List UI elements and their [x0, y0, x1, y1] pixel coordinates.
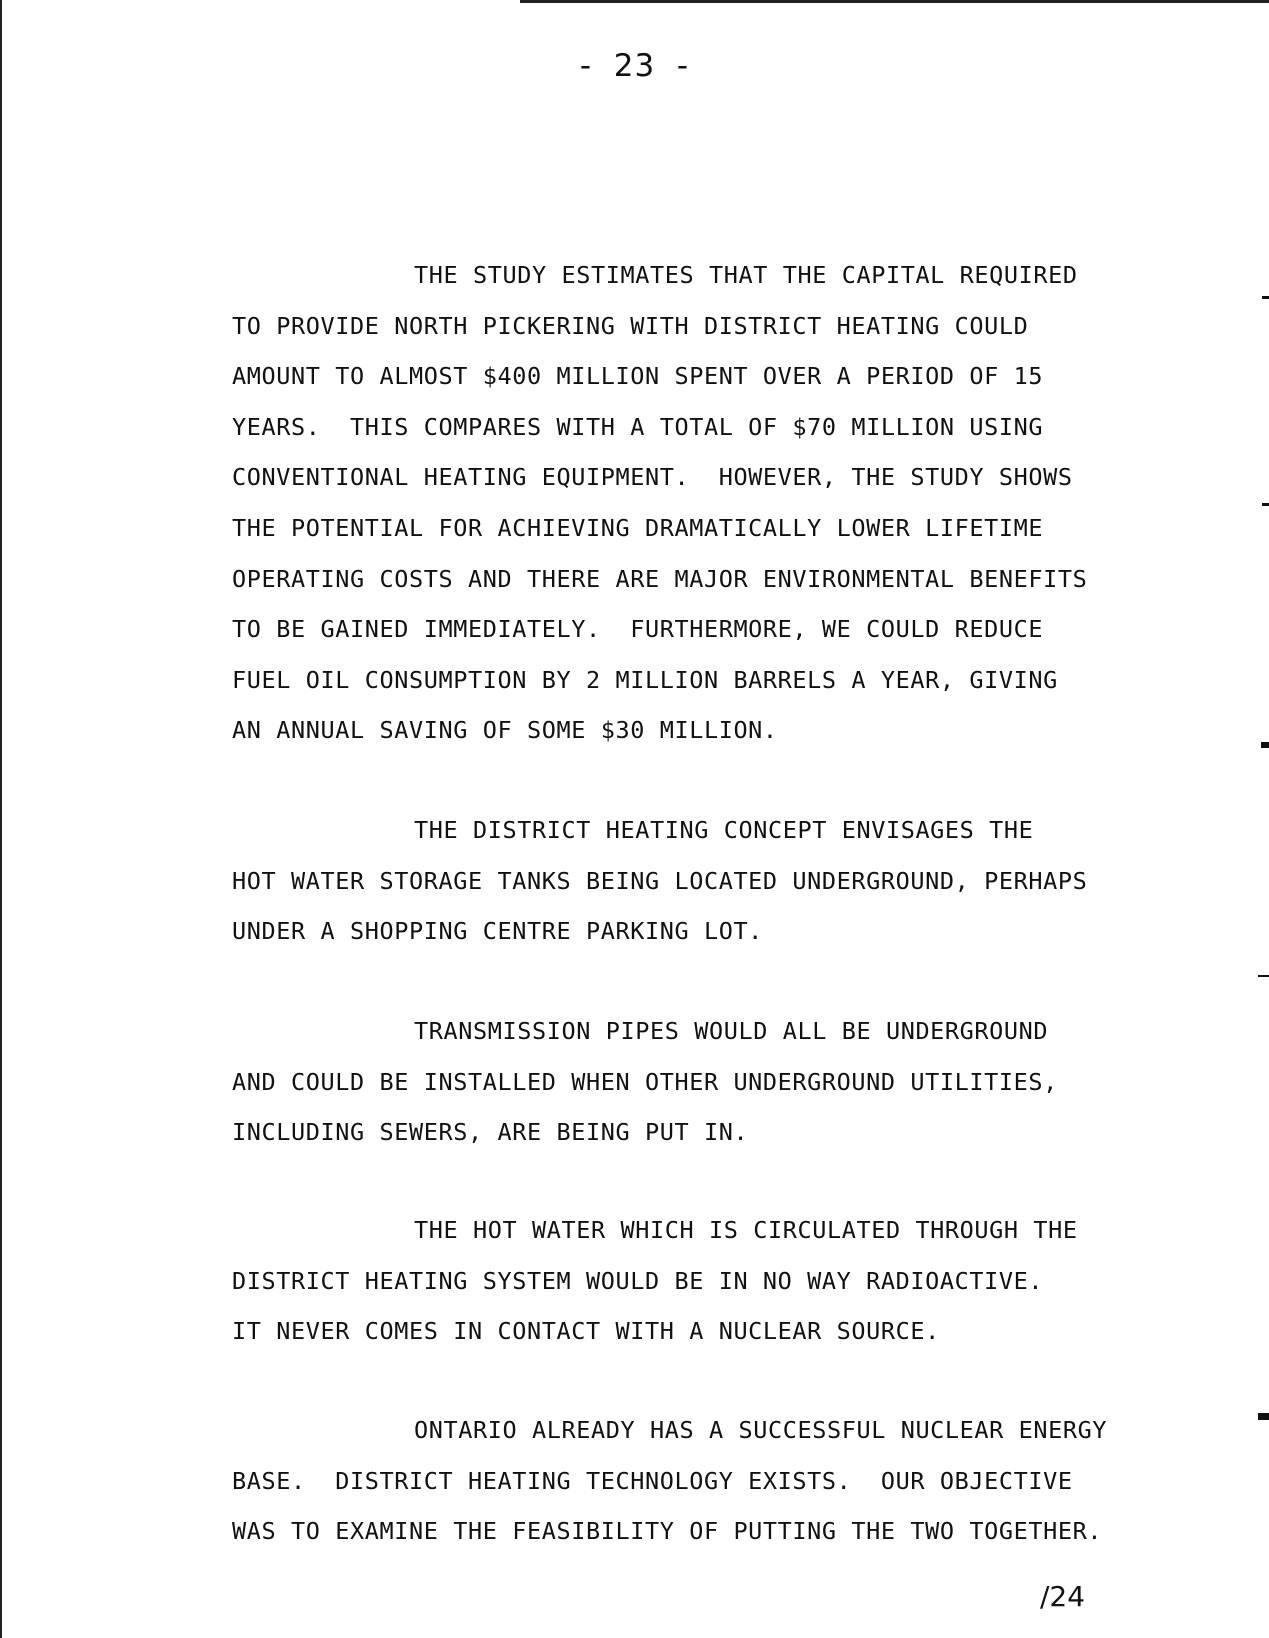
- text-line: THE HOT WATER WHICH IS CIRCULATED THROUGH THE: [414, 1216, 1078, 1244]
- text-line: THE POTENTIAL FOR ACHIEVING DRAMATICALLY LOWER LIFETIME: [232, 513, 1044, 542]
- scan-margin-mark: [1262, 296, 1269, 299]
- continuation-page-marker: /24: [1040, 1580, 1086, 1613]
- text-line: INCLUDING SEWERS, ARE BEING PUT IN.: [232, 1118, 749, 1146]
- text-line: BASE. DISTRICT HEATING TECHNOLOGY EXISTS. OUR OBJECTIVE: [232, 1466, 1073, 1495]
- scan-margin-mark: [1262, 503, 1269, 506]
- paragraph-storage-tanks: [232, 805, 1132, 957]
- text-line: AND COULD BE INSTALLED WHEN OTHER UNDERGROUND UTILITIES,: [232, 1067, 1058, 1096]
- text-line: TO BE GAINED IMMEDIATELY. FURTHERMORE, WE COULD REDUCE: [232, 615, 1044, 644]
- text-line: FUEL OIL CONSUMPTION BY 2 MILLION BARRELS A YEAR, GIVING: [232, 665, 1058, 694]
- paragraph-capital-costs: [232, 250, 1132, 756]
- paragraph-objective: [232, 1405, 1132, 1557]
- scan-margin-mark: [1258, 1413, 1269, 1420]
- text-line: THE STUDY ESTIMATES THAT THE CAPITAL REQUIRED: [414, 261, 1078, 289]
- text-line: AMOUNT TO ALMOST $400 MILLION SPENT OVER A PERIOD OF 15: [232, 362, 1044, 391]
- text-line: WAS TO EXAMINE THE FEASIBILITY OF PUTTING THE TWO TOGETHER.: [232, 1517, 1103, 1545]
- text-line: CONVENTIONAL HEATING EQUIPMENT. HOWEVER, THE STUDY SHOWS: [232, 463, 1073, 492]
- text-line: HOT WATER STORAGE TANKS BEING LOCATED UNDERGROUND, PERHAPS: [232, 866, 1088, 895]
- text-line: YEARS. THIS COMPARES WITH A TOTAL OF $70 MILLION USING: [232, 412, 1044, 441]
- text-line: ONTARIO ALREADY HAS A SUCCESSFUL NUCLEAR ENERGY: [414, 1416, 1108, 1444]
- paragraph-hot-water-safety: [232, 1205, 1132, 1357]
- page-number: - 23 -: [579, 48, 690, 84]
- scan-margin-mark: [1258, 975, 1269, 977]
- text-line: TRANSMISSION PIPES WOULD ALL BE UNDERGROUND: [414, 1017, 1049, 1045]
- text-line: IT NEVER COMES IN CONTACT WITH A NUCLEAR SOURCE.: [232, 1317, 940, 1345]
- scan-left-edge: [0, 0, 2, 1638]
- scan-margin-mark: [1261, 742, 1269, 748]
- text-line: THE DISTRICT HEATING CONCEPT ENVISAGES THE: [414, 816, 1034, 844]
- scan-top-edge: [520, 0, 1269, 3]
- text-line: AN ANNUAL SAVING OF SOME $30 MILLION.: [232, 716, 778, 745]
- text-line: TO PROVIDE NORTH PICKERING WITH DISTRICT HEATING COULD: [232, 311, 1029, 340]
- text-line: OPERATING COSTS AND THERE ARE MAJOR ENVIRONMENTAL BENEFITS: [232, 564, 1088, 593]
- paragraph-transmission-pipes: [232, 1006, 1132, 1158]
- text-line: DISTRICT HEATING SYSTEM WOULD BE IN NO WAY RADIOACTIVE.: [232, 1266, 1044, 1295]
- text-line: UNDER A SHOPPING CENTRE PARKING LOT.: [232, 917, 763, 945]
